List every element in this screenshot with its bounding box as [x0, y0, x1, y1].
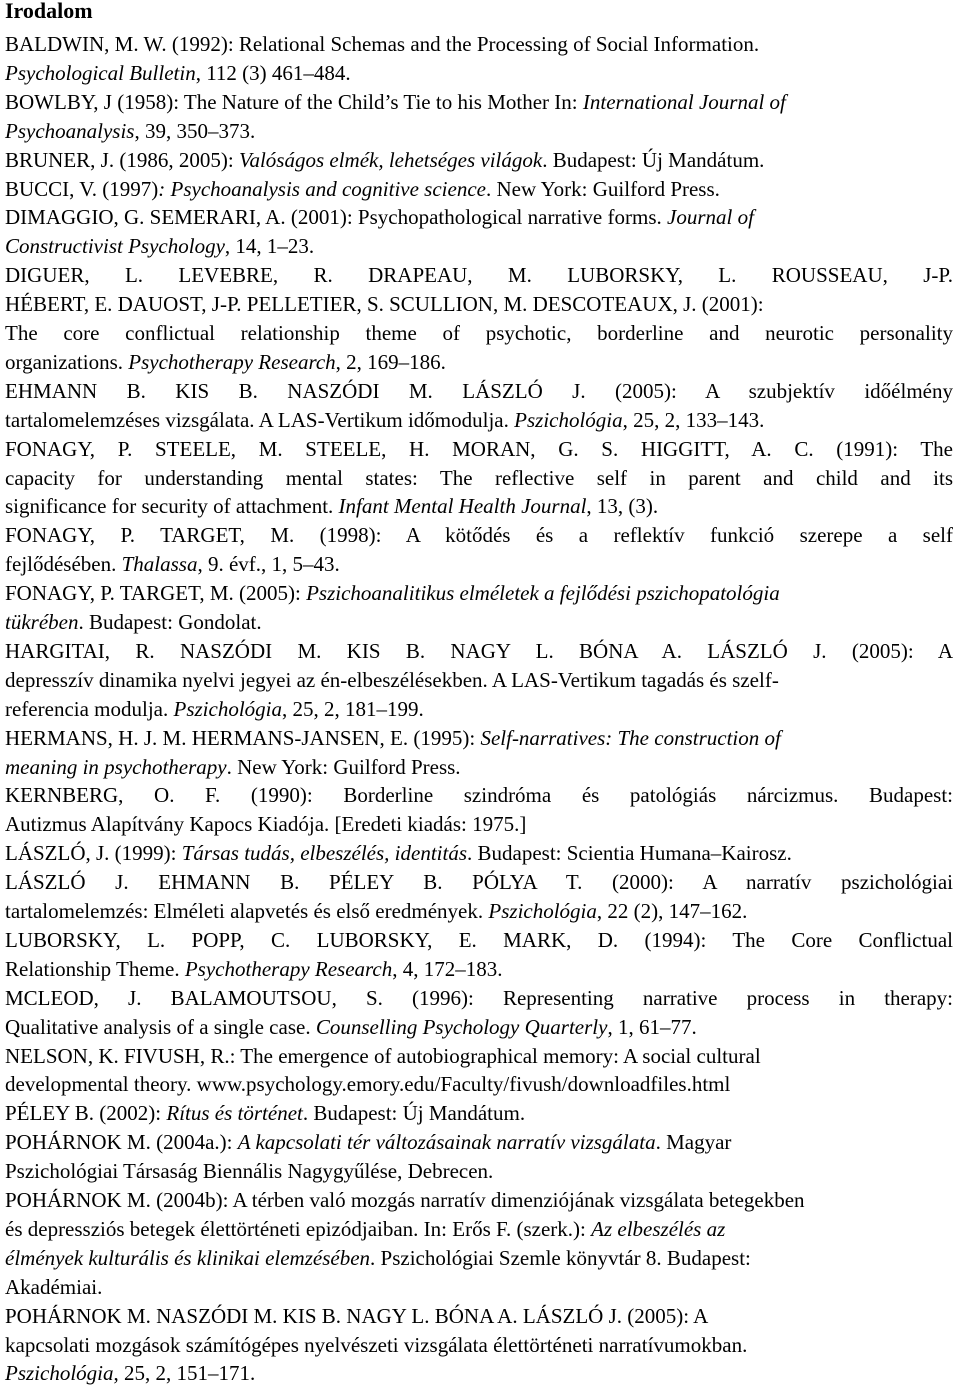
reference-line: [5, 868, 953, 896]
reference-italic-text: Psychotherapy Research: [128, 349, 336, 374]
reference-line: [5, 984, 953, 1012]
reference-line: [5, 1070, 953, 1098]
reference-text: DIMAGGIO, G. SEMERARI, A. (2001): Psychopathological narrative forms.: [5, 205, 667, 230]
reference-italic-text: Journal of: [667, 205, 754, 230]
reference-text: HERMANS, H. J. M. HERMANS-JANSEN, E. (1995):: [5, 725, 481, 750]
reference-text: . Magyar: [655, 1130, 732, 1155]
reference-italic-text: Pszichológia: [488, 899, 597, 923]
reference-line: [5, 1331, 953, 1359]
reference-line: [5, 232, 953, 260]
reference-text: LÁSZLÓ, J. (1999):: [5, 841, 182, 866]
reference-text: DIGUER, L. LEVEBRE, R. DRAPEAU, M. LUBORSKY, L. ROUSSEAU, J-P.: [5, 263, 953, 288]
reference-text: , 112 (3) 461–484.: [195, 60, 351, 85]
reference-text: PÉLEY B. (2002):: [5, 1101, 167, 1126]
reference-text: , 14, 1–23.: [224, 234, 315, 259]
reference-text: BOWLBY, J (1958): The Nature of the Child’s Tie to his Mother In:: [5, 89, 583, 114]
reference-italic-text: Thalassa: [121, 552, 198, 577]
reference-text: , 25, 2, 133–143.: [622, 407, 765, 432]
reference-text: , 9. évf., 1, 5–43.: [197, 552, 340, 577]
reference-text: tartalomelemzéses vizsgálata. A LAS-Vertikum időmodulja.: [5, 407, 515, 432]
reference-italic-text: Psychotherapy Research: [184, 956, 393, 981]
reference-line: [5, 839, 953, 867]
reference-text: fejlődésében.: [5, 552, 122, 577]
reference-text: . Pszichológiai Szemle könyvtár 8. Budapest:: [370, 1245, 751, 1270]
reference-text: developmental theory. www.psychology.emory.edu/Faculty/fivush/downloadfiles.html: [5, 1072, 731, 1097]
reference-line: [5, 521, 953, 549]
reference-text: tartalomelemzés: Elméleti alapvetés és első eredmények.: [5, 899, 489, 923]
reference-text: Pszichológiai Társaság Biennális Nagygyűlése, Debrecen.: [5, 1159, 494, 1184]
reference-line: [5, 117, 953, 145]
reference-text: KERNBERG, O. F. (1990): Borderline szindróma és patológiás nárcizmus. Budapest:: [5, 783, 953, 808]
reference-text: POHÁRNOK M. NASZÓDI M. KIS B. NAGY L. BÓNA A. LÁSZLÓ J. (2005): A: [5, 1303, 709, 1328]
reference-line: [5, 319, 953, 347]
reference-text: significance for security of attachment.: [5, 494, 339, 519]
reference-italic-text: tükrében: [5, 610, 79, 634]
reference-text: , 25, 2, 151–171.: [113, 1361, 256, 1386]
reference-text: Autizmus Alapítvány Kapocs Kiadója. [Eredeti kiadás: 1975.]: [5, 812, 527, 837]
reference-line: [5, 1244, 953, 1272]
reference-italic-text: Psychoanalysis: [5, 118, 135, 143]
reference-line: [5, 579, 953, 607]
reference-text: The core conflictual relationship theme of psychotic, borderline and neurotic personality: [5, 321, 953, 345]
reference-text: , 13, (3).: [586, 494, 659, 519]
references-heading: Irodalom: [5, 0, 93, 23]
reference-line: [5, 608, 953, 636]
reference-line: [5, 88, 953, 116]
reference-italic-text: Az elbeszélés az: [591, 1216, 726, 1241]
reference-text: , 25, 2, 181–199.: [282, 696, 424, 721]
reference-text: depresszív dinamika nyelvi jegyei az én-elbeszélésekben. A LAS-Vertikum tagadás és szelf-: [5, 667, 779, 692]
reference-text: MCLEOD, J. BALAMOUTSOU, S. (1996): Representing narrative process in therapy:: [5, 985, 953, 1010]
reference-text: . New York: Guilford Press.: [485, 176, 720, 201]
reference-italic-text: Self-narratives: The construction of: [480, 725, 781, 750]
reference-text: LUBORSKY, L. POPP, C. LUBORSKY, E. MARK, D. (1994): The Core Conflictual: [5, 927, 953, 952]
reference-italic-text: A kapcsolati tér változásainak narratív vizsgálata: [237, 1130, 656, 1155]
reference-line: [5, 406, 953, 434]
reference-line: [5, 1215, 953, 1243]
reference-line: [5, 30, 953, 58]
reference-text: Akadémiai.: [5, 1274, 103, 1299]
reference-italic-text: élmények kulturális és klinikai elemzésében: [5, 1245, 371, 1270]
reference-line: [5, 781, 953, 809]
reference-text: . Budapest: Új Mandátum.: [542, 147, 765, 172]
reference-text: NELSON, K. FIVUSH, R.: The emergence of autobiographical memory: A social cultural: [5, 1043, 761, 1068]
reference-italic-text: Infant Mental Health Journal: [338, 494, 587, 519]
reference-line: [5, 464, 953, 492]
reference-italic-text: : Psychoanalysis and cognitive science: [158, 176, 486, 201]
reference-text: capacity for understanding mental states: The reflective self in parent and child and its: [5, 465, 953, 490]
reference-line: [5, 348, 953, 376]
reference-text: referencia modulja.: [5, 696, 174, 721]
reference-line: [5, 492, 953, 520]
reference-line: [5, 550, 953, 578]
reference-line: [5, 810, 953, 838]
reference-italic-text: Pszichológia: [173, 696, 282, 721]
reference-text: . Budapest: Új Mandátum.: [302, 1101, 526, 1126]
reference-line: [5, 59, 953, 87]
reference-line: [5, 435, 953, 463]
reference-text: HARGITAI, R. NASZÓDI M. KIS B. NAGY L. BÓNA A. LÁSZLÓ J. (2005): A: [5, 638, 953, 663]
reference-line: [5, 1157, 953, 1185]
reference-line: [5, 724, 953, 752]
reference-text: EHMANN B. KIS B. NASZÓDI M. LÁSZLÓ J. (2005): A szubjektív időélmény: [5, 378, 953, 403]
reference-italic-text: Valóságos elmék, lehetséges világok: [238, 147, 543, 172]
reference-line: [5, 175, 953, 203]
reference-text: FONAGY, P. TARGET, M. (2005):: [5, 581, 307, 606]
reference-line: [5, 261, 953, 289]
reference-line: [5, 1128, 953, 1156]
reference-text: LÁSZLÓ J. EHMANN B. PÉLEY B. PÓLYA T. (2000): A narratív pszichológiai: [5, 870, 953, 895]
reference-text: és depressziós betegek élettörténeti epizódjaiban. In: Erős F. (szerk.):: [5, 1216, 592, 1241]
reference-line: [5, 926, 953, 954]
reference-line: [5, 203, 953, 231]
reference-text: , 1, 61–77.: [607, 1014, 697, 1039]
reference-line: [5, 1186, 953, 1214]
reference-text: BUCCI, V. (1997): [5, 176, 159, 201]
reference-text: kapcsolati mozgások számítógépes nyelvészeti vizsgálata élettörténeti narratívumokban.: [5, 1332, 748, 1357]
reference-line: [5, 1359, 953, 1387]
reference-text: Relationship Theme.: [5, 956, 185, 981]
reference-text: FONAGY, P. TARGET, M. (1998): A kötődés és a reflektív funkció szerepe a self: [5, 523, 953, 548]
reference-italic-text: Counselling Psychology Quarterly: [315, 1014, 608, 1039]
reference-line: [5, 146, 953, 174]
reference-text: , 39, 350–373.: [134, 118, 256, 143]
reference-italic-text: Társas tudás, elbeszélés, identitás: [181, 841, 468, 866]
reference-italic-text: Pszichoanalitikus elméletek a fejlődési pszichopatológia: [306, 581, 780, 606]
reference-text: Qualitative analysis of a single case.: [5, 1014, 316, 1039]
reference-text: BALDWIN, M. W. (1992): Relational Schemas and the Processing of Social Information.: [5, 32, 760, 56]
reference-line: [5, 377, 953, 405]
reference-line: [5, 637, 953, 665]
reference-line: [5, 955, 953, 983]
reference-text: organizations.: [5, 349, 129, 374]
reference-text: , 22 (2), 147–162.: [596, 899, 748, 923]
reference-line: [5, 753, 953, 781]
reference-italic-text: Rítus és történet: [166, 1101, 303, 1126]
reference-line: [5, 1042, 953, 1070]
reference-text: , 4, 172–183.: [392, 956, 503, 981]
reference-line: [5, 1302, 953, 1330]
reference-text: . Budapest: Scientia Humana–Kairosz.: [467, 841, 792, 866]
reference-text: FONAGY, P. STEELE, M. STEELE, H. MORAN, G. S. HIGGITT, A. C. (1991): The: [5, 436, 953, 461]
reference-italic-text: International Journal of: [582, 89, 786, 114]
reference-line: [5, 897, 953, 925]
reference-line: [5, 1013, 953, 1041]
reference-line: [5, 290, 953, 318]
reference-text: BRUNER, J. (1986, 2005):: [5, 147, 239, 172]
reference-line: [5, 1099, 953, 1127]
reference-italic-text: Pszichológia: [514, 407, 623, 432]
reference-italic-text: meaning in psychotherapy: [5, 754, 227, 779]
reference-text: . New York: Guilford Press.: [226, 754, 461, 779]
reference-line: [5, 695, 953, 723]
reference-text: POHÁRNOK M. (2004b): A térben való mozgás narratív dimenziójának vizsgálata betegekben: [5, 1188, 805, 1212]
reference-line: [5, 1273, 953, 1301]
reference-italic-text: Psychological Bulletin: [5, 60, 196, 85]
reference-italic-text: Pszichológia: [5, 1361, 114, 1386]
reference-text: HÉBERT, E. DAUOST, J-P. PELLETIER, S. SCULLION, M. DESCOTEAUX, J. (2001):: [5, 292, 764, 317]
reference-line: [5, 666, 953, 694]
reference-text: , 2, 169–186.: [335, 349, 446, 374]
reference-text: . Budapest: Gondolat.: [78, 610, 262, 634]
reference-text: POHÁRNOK M. (2004a.):: [5, 1130, 238, 1155]
reference-italic-text: Constructivist Psychology: [5, 234, 225, 259]
